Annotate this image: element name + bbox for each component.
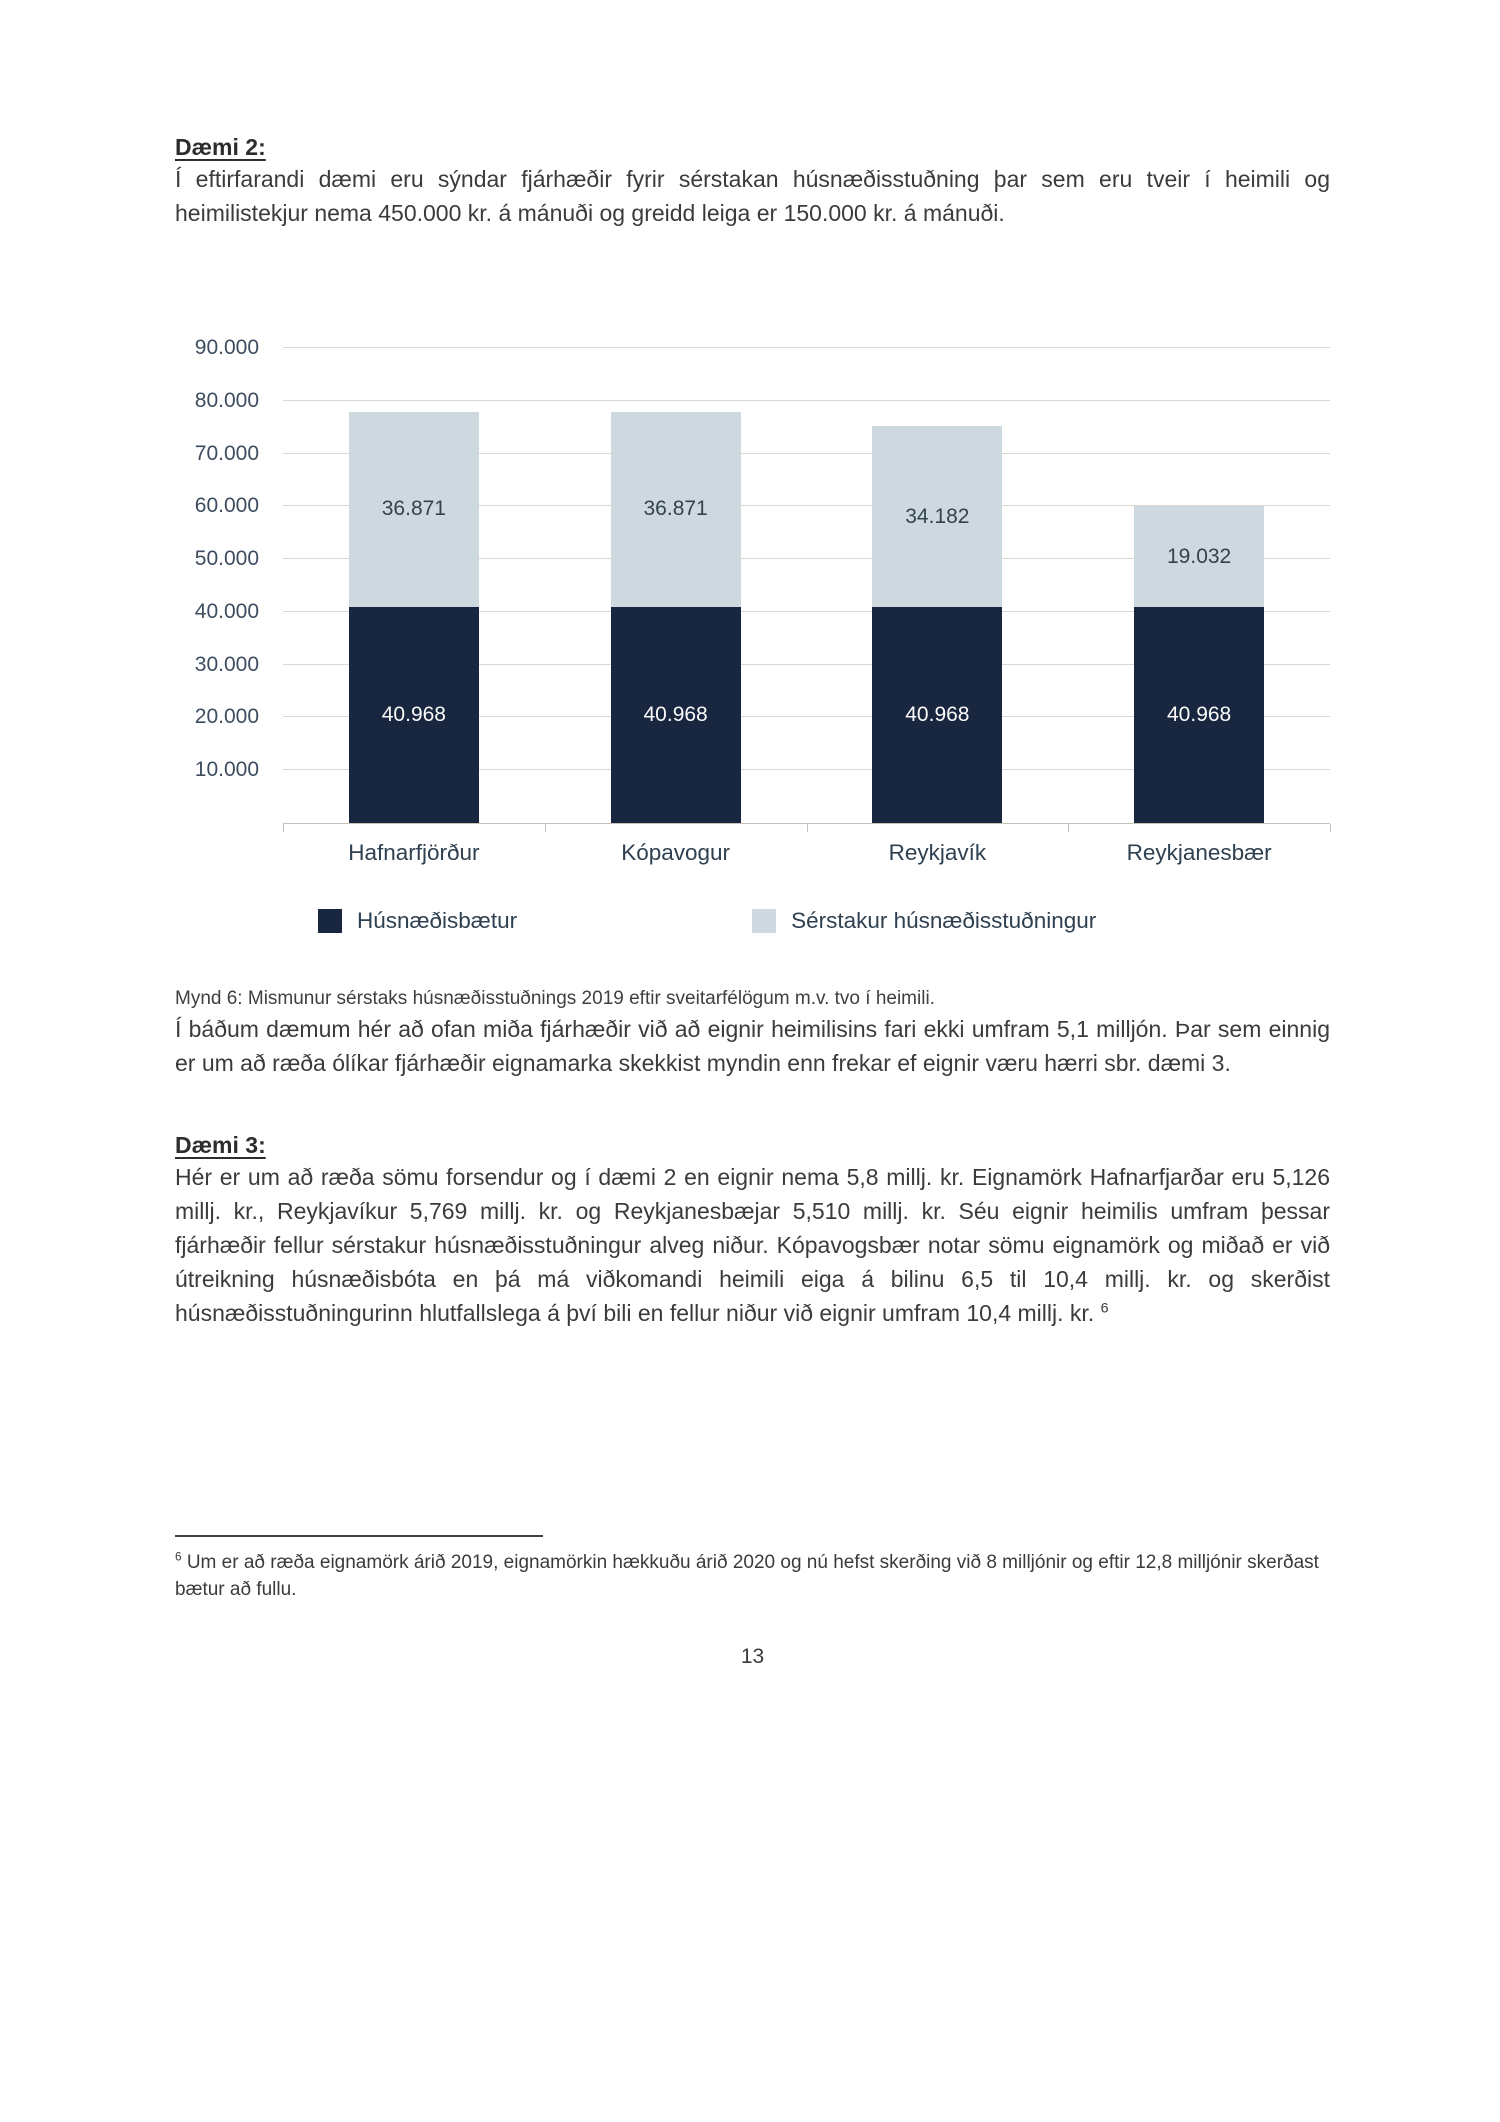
bar-segment bbox=[349, 412, 479, 607]
chart-inner bbox=[194, 336, 1330, 934]
figure-caption: Mynd 6: Mismunur sérstaks húsnæðisstuðnings 2019 eftir sveitarfélögum m.v. tvo í heimili. bbox=[175, 988, 935, 1009]
bars-row bbox=[283, 348, 1330, 823]
chart-legend bbox=[283, 908, 1330, 934]
stacked-bar bbox=[349, 348, 479, 823]
footnote-separator bbox=[175, 1535, 543, 1537]
bar-slot bbox=[545, 348, 807, 823]
y-axis-tick-label: 20.000 bbox=[194, 705, 259, 729]
bar-segment bbox=[1134, 607, 1264, 823]
stacked-bar bbox=[872, 348, 1002, 823]
x-axis-tick bbox=[283, 824, 284, 832]
legend-label: Sérstakur húsnæðisstuðningur bbox=[791, 908, 1097, 933]
bar-segment bbox=[1134, 506, 1264, 606]
bar-value-label: 40.968 bbox=[905, 702, 970, 726]
figure-bar-chart bbox=[175, 336, 1330, 934]
heading-daemi-2 bbox=[175, 132, 1330, 162]
bar-segment bbox=[611, 412, 741, 607]
page-number: 13 bbox=[740, 1645, 765, 1668]
footnote-reference: 6 bbox=[1100, 1300, 1109, 1317]
paragraph-daemi3-text: Hér er um að ræða sömu forsendur og í dæmi 2 en eignir nema 5,8 millj. kr. Eignamörk Hafnarfjarðar eru 5,126 millj. kr., Reykjavíkur 5,769 millj. kr. og Reykjanesbæjar 5,510 millj. kr. Séu eignir heimilis umfram þessar fjárhæðir fellur sérstakur húsnæðisstuðningur alveg niður. Kópavogsbær notar sömu eignamörk og miðað er við útreikning húsnæðisbóta en þá má viðkomandi heimili eiga á bilinu 6,5 til 10,4 millj. kr. og skerðist húsnæðisstuðningurinn hlutfallslega á því bili en fellur niður við eignir umfram 10,4 millj. kr. bbox=[175, 1164, 1330, 1326]
legend-item bbox=[318, 908, 517, 934]
y-axis-tick-label: 40.000 bbox=[194, 599, 259, 623]
paragraph-daemi2-intro: Í eftirfarandi dæmi eru sýndar fjárhæðir fyrir sérstakan húsnæðisstuðning þar sem eru tveir í heimili og heimilistekjur nema 450.000 kr. á mánuði og greidd leiga er 150.000 kr. á mánuði. bbox=[175, 166, 1330, 226]
bar-value-label: 34.182 bbox=[905, 504, 970, 528]
bar-segment bbox=[872, 426, 1002, 606]
x-axis-tick bbox=[1068, 824, 1069, 832]
chart-plot bbox=[194, 336, 1330, 824]
x-axis-category-label: Reykjavík bbox=[888, 840, 987, 865]
bar-slot bbox=[283, 348, 545, 823]
bar-slot bbox=[807, 348, 1069, 823]
footnote-marker: 6 bbox=[175, 1550, 182, 1564]
legend-swatch bbox=[318, 909, 342, 933]
bar-value-label: 40.968 bbox=[381, 702, 446, 726]
bar-value-label: 36.871 bbox=[381, 497, 446, 521]
paragraph-between: Í báðum dæmum hér að ofan miða fjárhæðir við að eignir heimilisins fari ekki umfram 5,1 milljón. Þar sem einnig er um að ræða ólíkar fjárhæðir eignamarka skekkist myndin enn frekar ef eignir væru hærri sbr. dæmi 3. bbox=[175, 1016, 1330, 1076]
stacked-bar bbox=[611, 348, 741, 823]
footnote-text: Um er að ræða eignamörk árið 2019, eignamörkin hækkuðu árið 2020 og nú hefst skerðing við 8 milljónir og eftir 12,8 milljónir skerðast bætur að fullu. bbox=[175, 1552, 1319, 1600]
paragraph-daemi3 bbox=[175, 1160, 1330, 1330]
footnote bbox=[175, 1549, 1330, 1603]
bar-value-label: 40.968 bbox=[643, 702, 708, 726]
y-axis-tick-label: 50.000 bbox=[194, 547, 259, 571]
y-axis-tick-label: 70.000 bbox=[194, 441, 259, 465]
x-axis-category-label: Kópavogur bbox=[621, 840, 731, 865]
heading-daemi-3-text: Dæmi 3: bbox=[175, 1132, 266, 1158]
x-axis-category-label: Hafnarfjörður bbox=[348, 840, 480, 865]
x-axis-tick bbox=[1330, 824, 1331, 832]
legend-swatch bbox=[752, 909, 776, 933]
bar-segment bbox=[349, 607, 479, 823]
bar-segment bbox=[872, 607, 1002, 823]
bar-value-label: 36.871 bbox=[643, 497, 708, 521]
y-axis-tick-label: 90.000 bbox=[194, 336, 259, 359]
stacked-bar bbox=[1134, 348, 1264, 823]
legend-label: Húsnæðisbætur bbox=[357, 908, 518, 933]
y-axis-tick-label: 10.000 bbox=[194, 758, 259, 782]
x-axis-labels bbox=[283, 840, 1330, 866]
bar-segment bbox=[611, 607, 741, 823]
y-axis-tick-label: 80.000 bbox=[194, 388, 259, 412]
bar-value-label: 40.968 bbox=[1167, 702, 1232, 726]
bar-value-label: 19.032 bbox=[1167, 544, 1232, 568]
y-axis-tick-label: 30.000 bbox=[194, 652, 259, 676]
heading-daemi-2-text: Dæmi 2: bbox=[175, 134, 266, 160]
x-axis-tick bbox=[545, 824, 546, 832]
y-axis-tick-label: 60.000 bbox=[194, 494, 259, 518]
heading-daemi-3 bbox=[175, 1130, 1330, 1160]
x-axis-tick bbox=[807, 824, 808, 832]
legend-item bbox=[752, 908, 1096, 934]
bar-slot bbox=[1068, 348, 1330, 823]
x-axis-category-label: Reykjanesbær bbox=[1126, 840, 1272, 865]
